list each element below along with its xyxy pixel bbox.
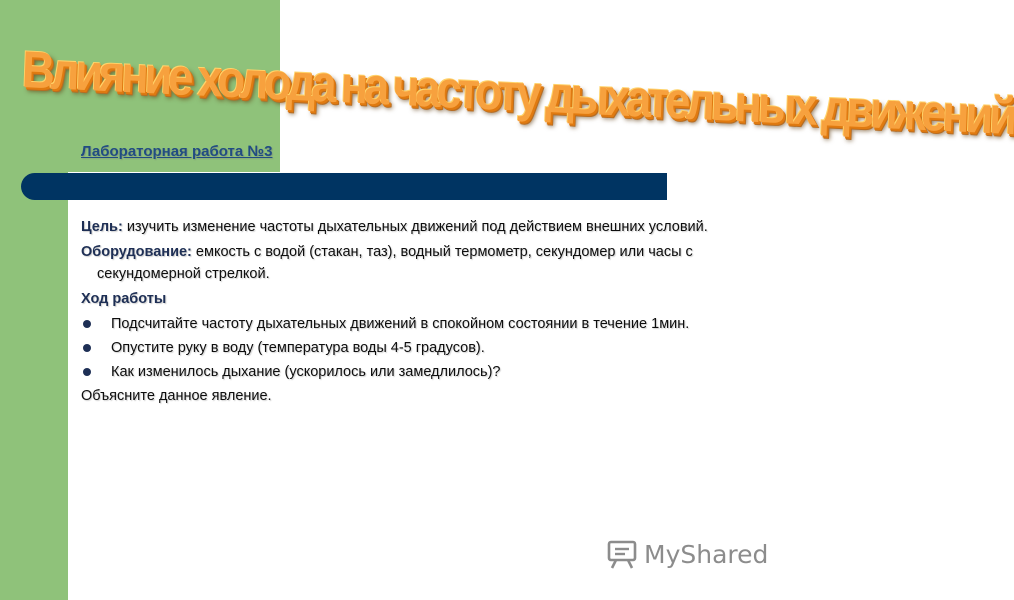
bullet-dot-icon (83, 320, 91, 328)
bullet-dot-icon (83, 368, 91, 376)
procedure-step (81, 337, 721, 359)
goal-label: Цель: (81, 219, 123, 235)
closing-instruction: Объясните данное явление. (81, 388, 272, 404)
procedure-step-text: Подсчитайте частоту дыхательных движений в спокойном состоянии в течение 1мин. (111, 316, 690, 332)
procedure-step (81, 361, 721, 383)
slide-content (81, 216, 721, 407)
lab-work-subtitle: Лабораторная работа №3 (81, 143, 273, 160)
equipment-label: Оборудование: (81, 244, 192, 260)
bullet-dot-icon (83, 344, 91, 352)
slide-title: Влияние холода на частоту дыхательных движений (20, 41, 1014, 147)
procedure-heading: Ход работы (81, 291, 167, 307)
navy-divider-bar (21, 173, 667, 200)
procedure-step (81, 313, 721, 335)
goal-text: изучить изменение частоты дыхательных движений под действием внешних условий. (126, 219, 708, 235)
procedure-step-text: Опустите руку в воду (температура воды 4-5 градусов). (111, 340, 485, 356)
procedure-steps-list (81, 313, 721, 383)
procedure-step-text: Как изменилось дыхание (ускорилось или замедлилось)? (111, 364, 501, 380)
watermark-text: MyShared (644, 539, 769, 569)
presentation-board-icon (606, 538, 638, 570)
goal-paragraph (81, 216, 721, 238)
equipment-text: емкость с водой (стакан, таз), водный термометр, секундомер или часы с секундомерной стрелкой. (97, 244, 693, 282)
myshared-watermark[interactable] (606, 536, 768, 572)
equipment-paragraph (81, 241, 721, 285)
